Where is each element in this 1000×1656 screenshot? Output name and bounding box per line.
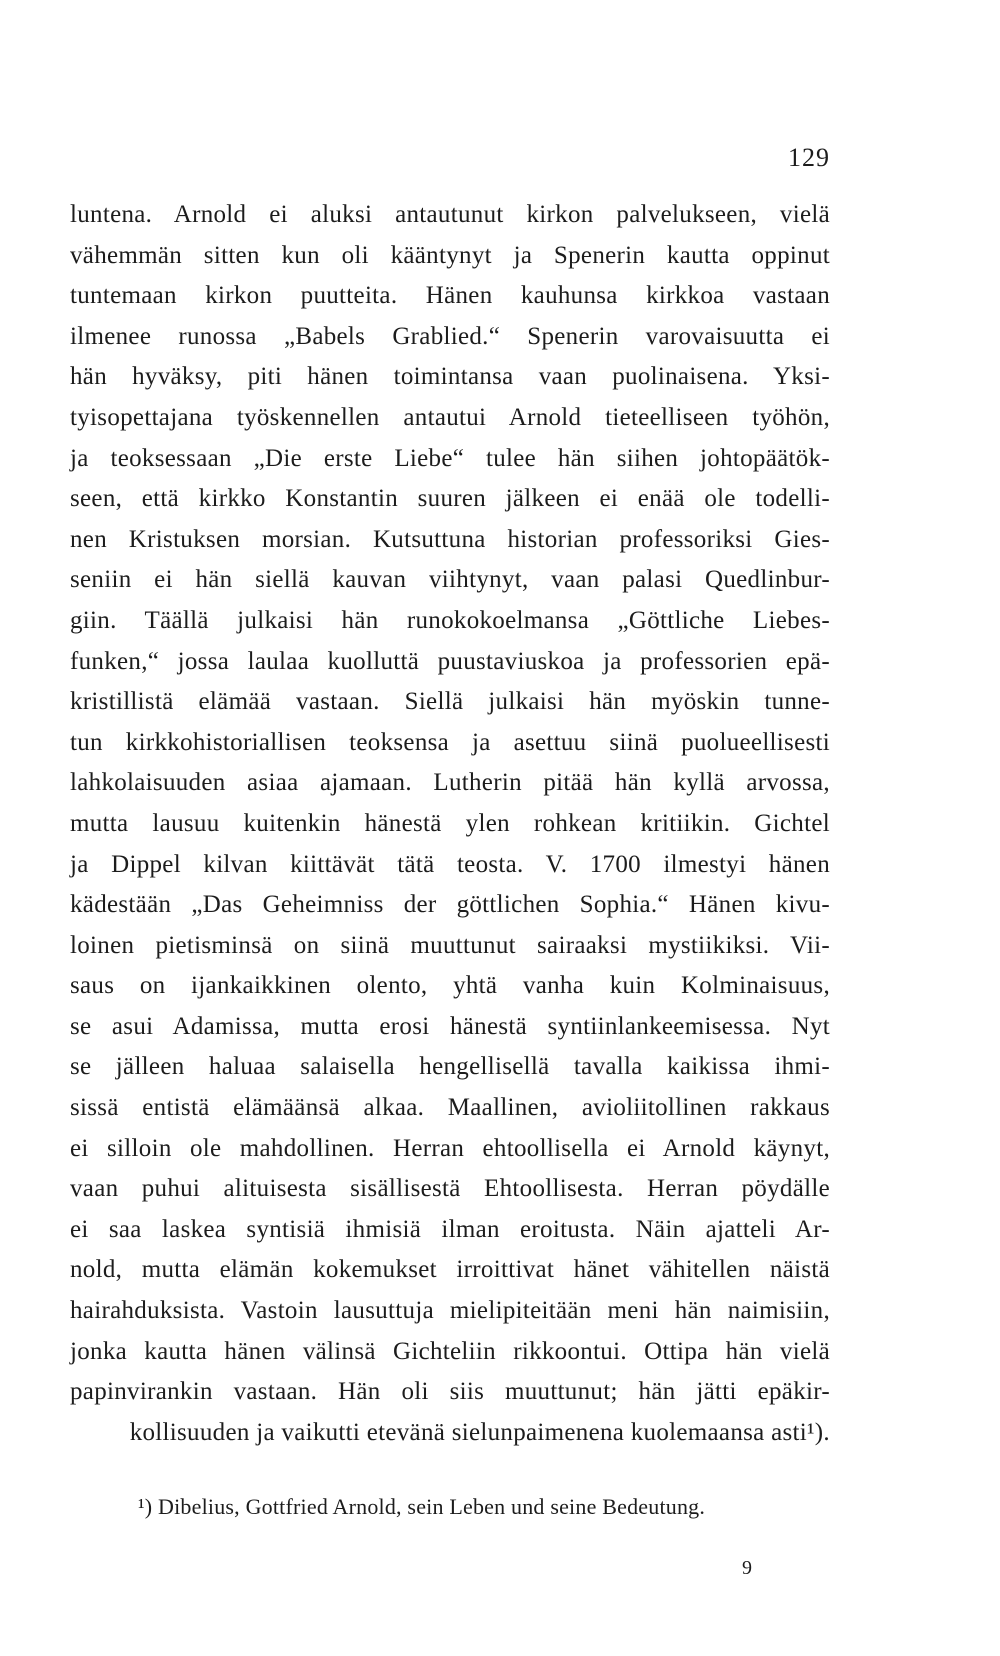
text-line: vaan puhui alituisesta sisällisestä Ehtoollisesta. Herran pöydälle xyxy=(70,1175,830,1203)
text-line: seen, että kirkko Konstantin suuren jälkeen ei enää ole todelli- xyxy=(70,485,830,513)
text-line: ei saa laskea syntisiä ihmisiä ilman eroitusta. Näin ajatteli Ar- xyxy=(70,1215,830,1243)
text-line: funken,“ jossa laulaa kuolluttä puustaviuskoa ja professorien epä- xyxy=(70,647,830,675)
printer-signature-mark: 9 xyxy=(742,1557,752,1579)
text-line: tuntemaan kirkon puutteita. Hänen kauhunsa kirkkoa vastaan xyxy=(70,282,830,310)
text-line: papinvirankin vastaan. Hän oli siis muuttunut; hän jätti epäkir- xyxy=(70,1378,830,1406)
body-text xyxy=(70,195,830,1453)
text-line: kristillistä elämää vastaan. Siellä julkaisi hän myöskin tunne- xyxy=(70,688,830,716)
text-line: lahkolaisuuden asiaa ajamaan. Lutherin pitää hän kyllä arvossa, xyxy=(70,769,830,797)
page-number: 129 xyxy=(788,143,830,172)
text-line: mutta lausuu kuitenkin hänestä ylen rohkean kritiikin. Gichtel xyxy=(70,809,830,837)
text-line: nold, mutta elämän kokemukset irroittivat hänet vähitellen näistä xyxy=(70,1256,830,1284)
text-line: nen Kristuksen morsian. Kutsuttuna historian professoriksi Gies- xyxy=(70,525,830,553)
text-line: saus on ijankaikkinen olento, yhtä vanha kuin Kolminaisuus, xyxy=(70,972,830,1000)
text-line: vähemmän sitten kun oli kääntynyt ja Spenerin kautta oppinut xyxy=(70,241,830,269)
text-line: hän hyväksy, piti hänen toimintansa vaan puolinaisena. Yksi- xyxy=(70,363,830,391)
text-line: giin. Täällä julkaisi hän runokokoelmansa „Göttliche Liebes- xyxy=(70,606,830,634)
footnote: ¹) Dibelius, Gottfried Arnold, sein Leben und seine Bedeutung. xyxy=(138,1494,706,1519)
text-line: loinen pietisminsä on siinä muuttunut sairaaksi mystiikiksi. Vii- xyxy=(70,931,830,959)
text-line: se asui Adamissa, mutta erosi hänestä syntiinlankeemisessa. Nyt xyxy=(70,1012,830,1040)
text-line: se jälleen haluaa salaisella hengellisellä tavalla kaikissa ihmi- xyxy=(70,1053,830,1081)
text-line: hairahduksista. Vastoin lausuttuja mielipiteitään meni hän naimisiin, xyxy=(70,1297,830,1325)
text-line: ilmenee runossa „Babels Grablied.“ Spenerin varovaisuutta ei xyxy=(70,322,830,350)
text-line: tyisopettajana työskennellen antautui Arnold tieteelliseen työhön, xyxy=(70,403,830,431)
text-line: ei silloin ole mahdollinen. Herran ehtoollisella ei Arnold käynyt, xyxy=(70,1134,830,1162)
text-line: kädestään „Das Geheimniss der göttlichen Sophia.“ Hänen kivu- xyxy=(70,891,830,919)
text-line: jonka kautta hänen välinsä Gichteliin rikkoontui. Ottipa hän vielä xyxy=(70,1337,830,1365)
text-line: luntena. Arnold ei aluksi antautunut kirkon palvelukseen, vielä xyxy=(70,201,830,228)
text-line: ja Dippel kilvan kiittävät tätä teosta. V. 1700 ilmestyi hänen xyxy=(70,850,830,878)
text-line: seniin ei hän siellä kauvan viihtynyt, vaan palasi Quedlinbur- xyxy=(70,566,830,594)
text-line: tun kirkkohistoriallisen teoksensa ja asettuu siinä puolueellisesti xyxy=(70,728,830,756)
text-line: ja teoksessaan „Die erste Liebe“ tulee hän siihen johtopäätök- xyxy=(70,444,830,472)
text-line-last: kollisuuden ja vaikutti etevänä sielunpaimenena kuolemaansa asti¹). xyxy=(129,1418,830,1446)
text-line: sissä entistä elämäänsä alkaa. Maallinen, avioliitollinen rakkaus xyxy=(70,1094,830,1122)
